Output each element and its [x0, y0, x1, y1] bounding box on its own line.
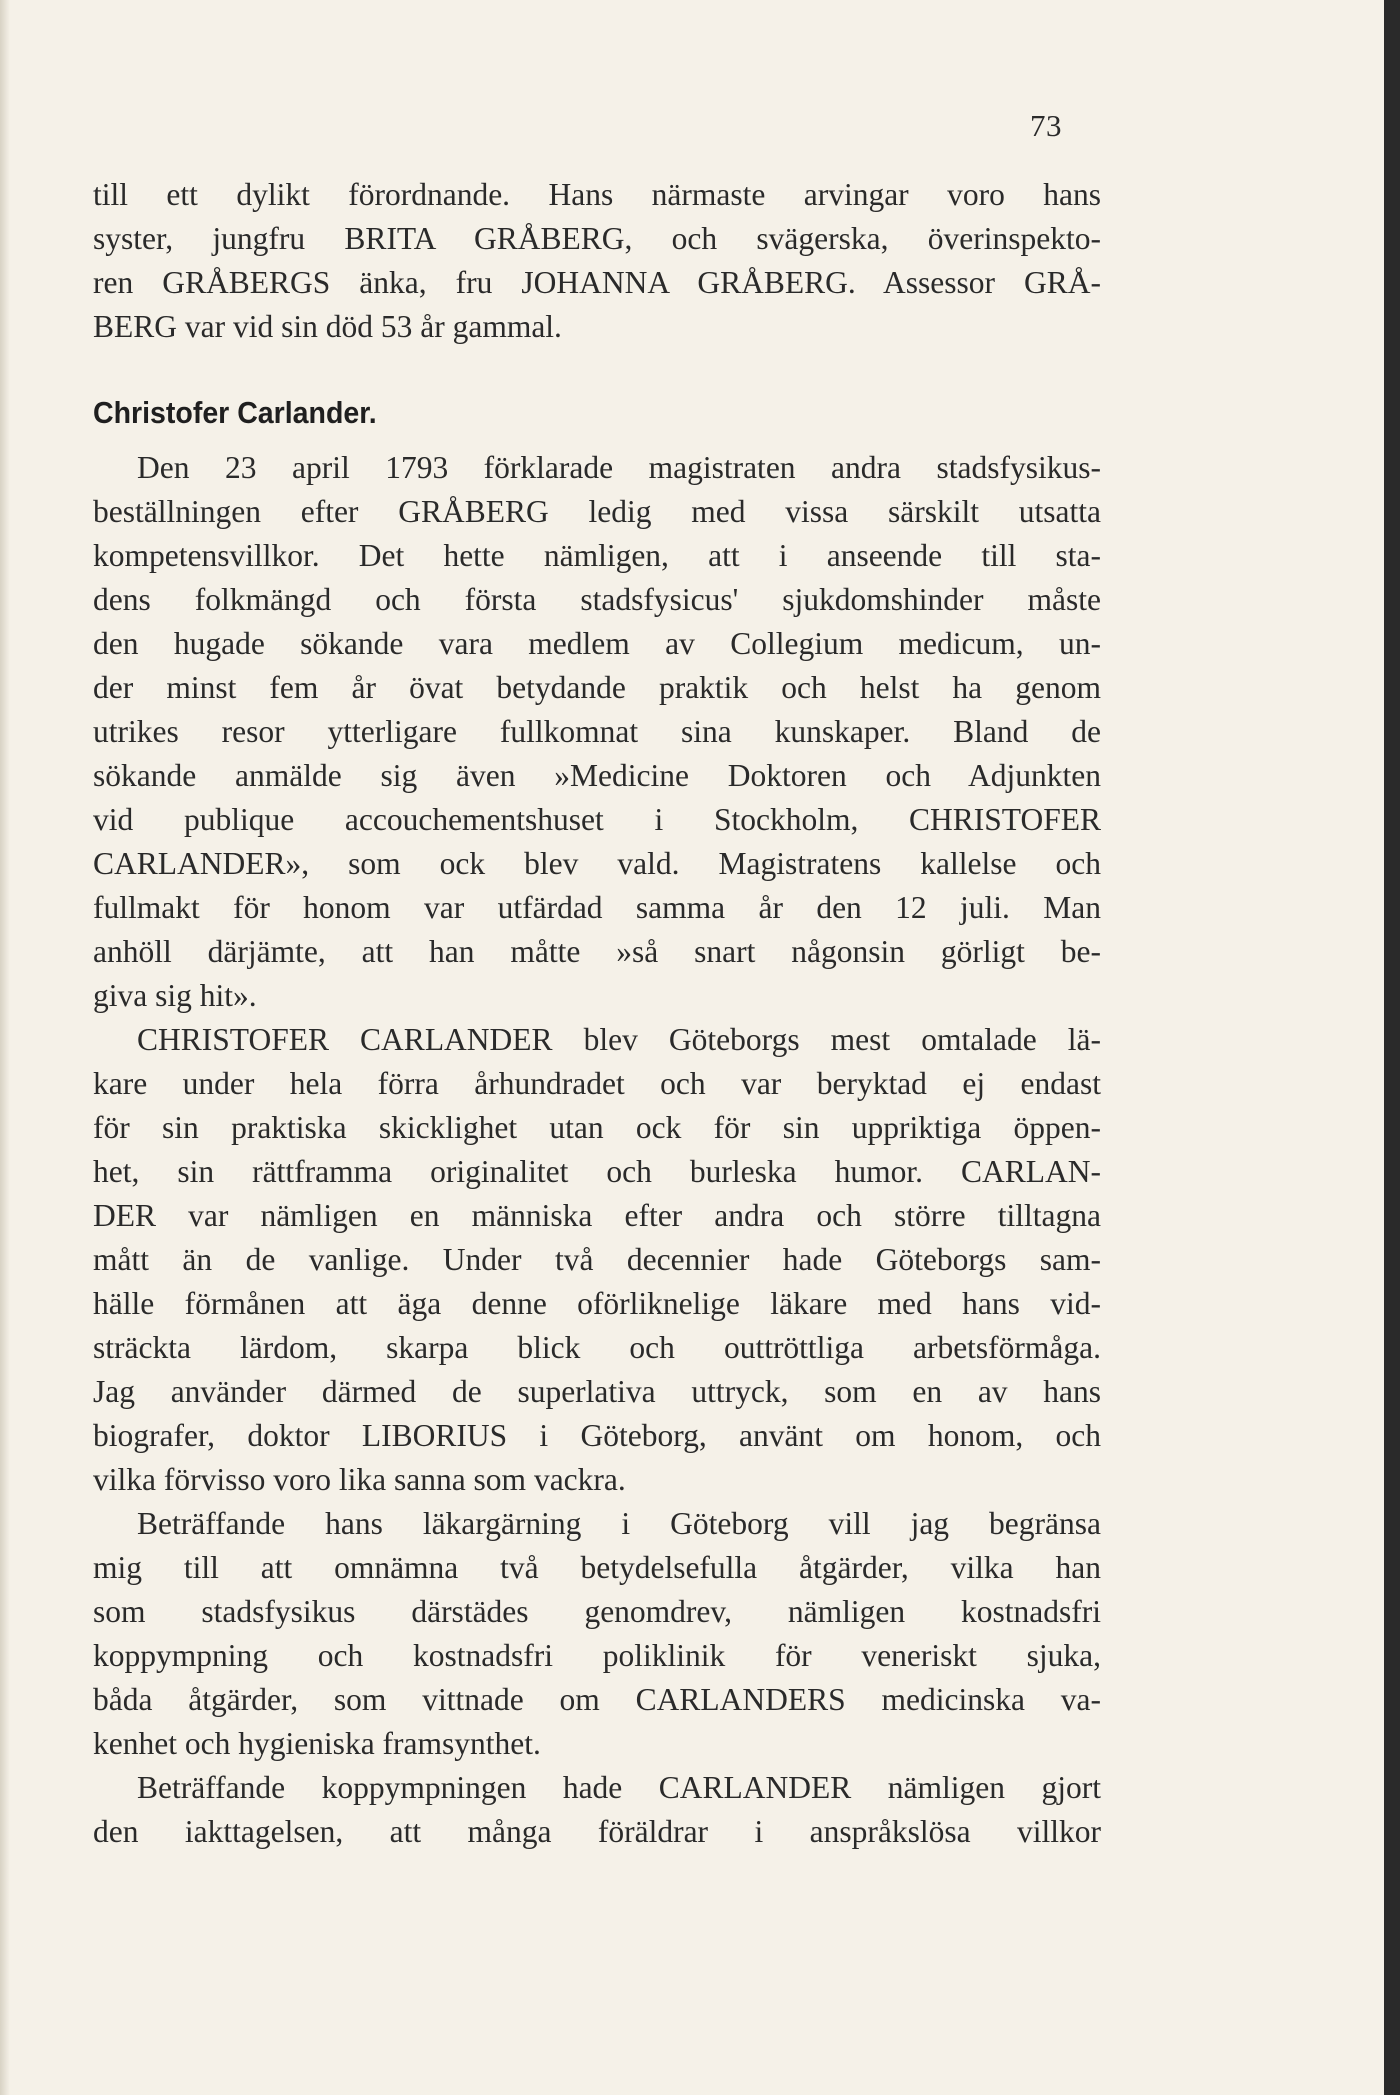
text-line: kompetensvillkor. Det hette nämligen, att i anseende till sta-: [93, 538, 1101, 573]
text-line: fullmakt för honom var utfärdad samma år den 12 juli. Man: [93, 890, 1101, 925]
text-line: vid publique accouchementshuset i Stockholm, CHRISTOFER: [93, 802, 1101, 837]
text-line: sträckta lärdom, skarpa blick och outtröttliga arbetsförmåga.: [93, 1330, 1101, 1365]
text-line: CARLANDER», som ock blev vald. Magistratens kallelse och: [93, 846, 1101, 881]
text-line: som stadsfysikus därstädes genomdrev, nämligen kostnadsfri: [93, 1594, 1101, 1629]
text-line: båda åtgärder, som vittnade om CARLANDERS medicinska va-: [93, 1682, 1101, 1717]
text-line: för sin praktiska skicklighet utan ock för sin uppriktiga öppen-: [93, 1110, 1101, 1145]
text-line: der minst fem år övat betydande praktik och helst ha genom: [93, 670, 1101, 705]
section-heading: Christofer Carlander.: [93, 395, 377, 430]
text-line: Jag använder därmed de superlativa uttryck, som en av hans: [93, 1374, 1101, 1409]
paragraph-medical-work: [93, 1502, 1101, 1766]
text-line: kenhet och hygieniska framsynthet.: [93, 1726, 541, 1761]
text-line: utrikes resor ytterligare fullkomnat sina kunskaper. Bland de: [93, 714, 1101, 749]
paragraph-reputation: [93, 1018, 1101, 1502]
text-line: koppympning och kostnadsfri poliklinik för veneriskt sjuka,: [93, 1638, 1101, 1673]
text-line: vilka förvisso voro lika sanna som vackra.: [93, 1462, 626, 1497]
text-line: Beträffande koppympningen hade CARLANDER nämligen gjort: [137, 1770, 1101, 1805]
text-line: sökande anmälde sig även »Medicine Doktoren och Adjunkten: [93, 758, 1101, 793]
page-gutter-shadow: [0, 0, 10, 2095]
text-line: hälle förmånen att äga denne oförliknelige läkare med hans vid-: [93, 1286, 1101, 1321]
text-line: till ett dylikt förordnande. Hans närmaste arvingar voro hans: [93, 177, 1101, 212]
page-number: 73: [1030, 108, 1062, 143]
text-line: Den 23 april 1793 förklarade magistraten andra stadsfysikus-: [137, 450, 1101, 485]
text-line: syster, jungfru BRITA GRÅBERG, och svägerska, överinspekto-: [93, 221, 1101, 256]
text-line: mig till att omnämna två betydelsefulla åtgärder, vilka han: [93, 1550, 1101, 1585]
text-line: BERG var vid sin död 53 år gammal.: [93, 309, 562, 344]
paragraph-vaccination: [93, 1766, 1101, 1854]
text-line: dens folkmängd och första stadsfysicus' sjukdomshinder måste: [93, 582, 1101, 617]
text-line: ren GRÅBERGS änka, fru JOHANNA GRÅBERG. Assessor GRÅ-: [93, 265, 1101, 300]
text-line: Beträffande hans läkargärning i Göteborg vill jag begränsa: [137, 1506, 1101, 1541]
text-line: CHRISTOFER CARLANDER blev Göteborgs mest omtalade lä-: [137, 1022, 1101, 1057]
paragraph-appointment: [93, 446, 1101, 1018]
text-line: DER var nämligen en människa efter andra och större tilltagna: [93, 1198, 1101, 1233]
text-line: giva sig hit».: [93, 978, 257, 1013]
text-line: het, sin rättframma originalitet och burleska humor. CARLAN-: [93, 1154, 1101, 1189]
text-line: biografer, doktor LIBORIUS i Göteborg, använt om honom, och: [93, 1418, 1101, 1453]
scan-border: [1384, 0, 1400, 2095]
text-line: anhöll därjämte, att han måtte »så snart någonsin görligt be-: [93, 934, 1101, 969]
text-line: beställningen efter GRÅBERG ledig med vissa särskilt utsatta: [93, 494, 1101, 529]
opening-paragraph: [93, 173, 1101, 349]
text-line: kare under hela förra århundradet och var beryktad ej endast: [93, 1066, 1101, 1101]
text-line: mått än de vanlige. Under två decennier hade Göteborgs sam-: [93, 1242, 1101, 1277]
text-line: den hugade sökande vara medlem av Collegium medicum, un-: [93, 626, 1101, 661]
text-line: den iakttagelsen, att många föräldrar i anspråkslösa villkor: [93, 1814, 1101, 1849]
